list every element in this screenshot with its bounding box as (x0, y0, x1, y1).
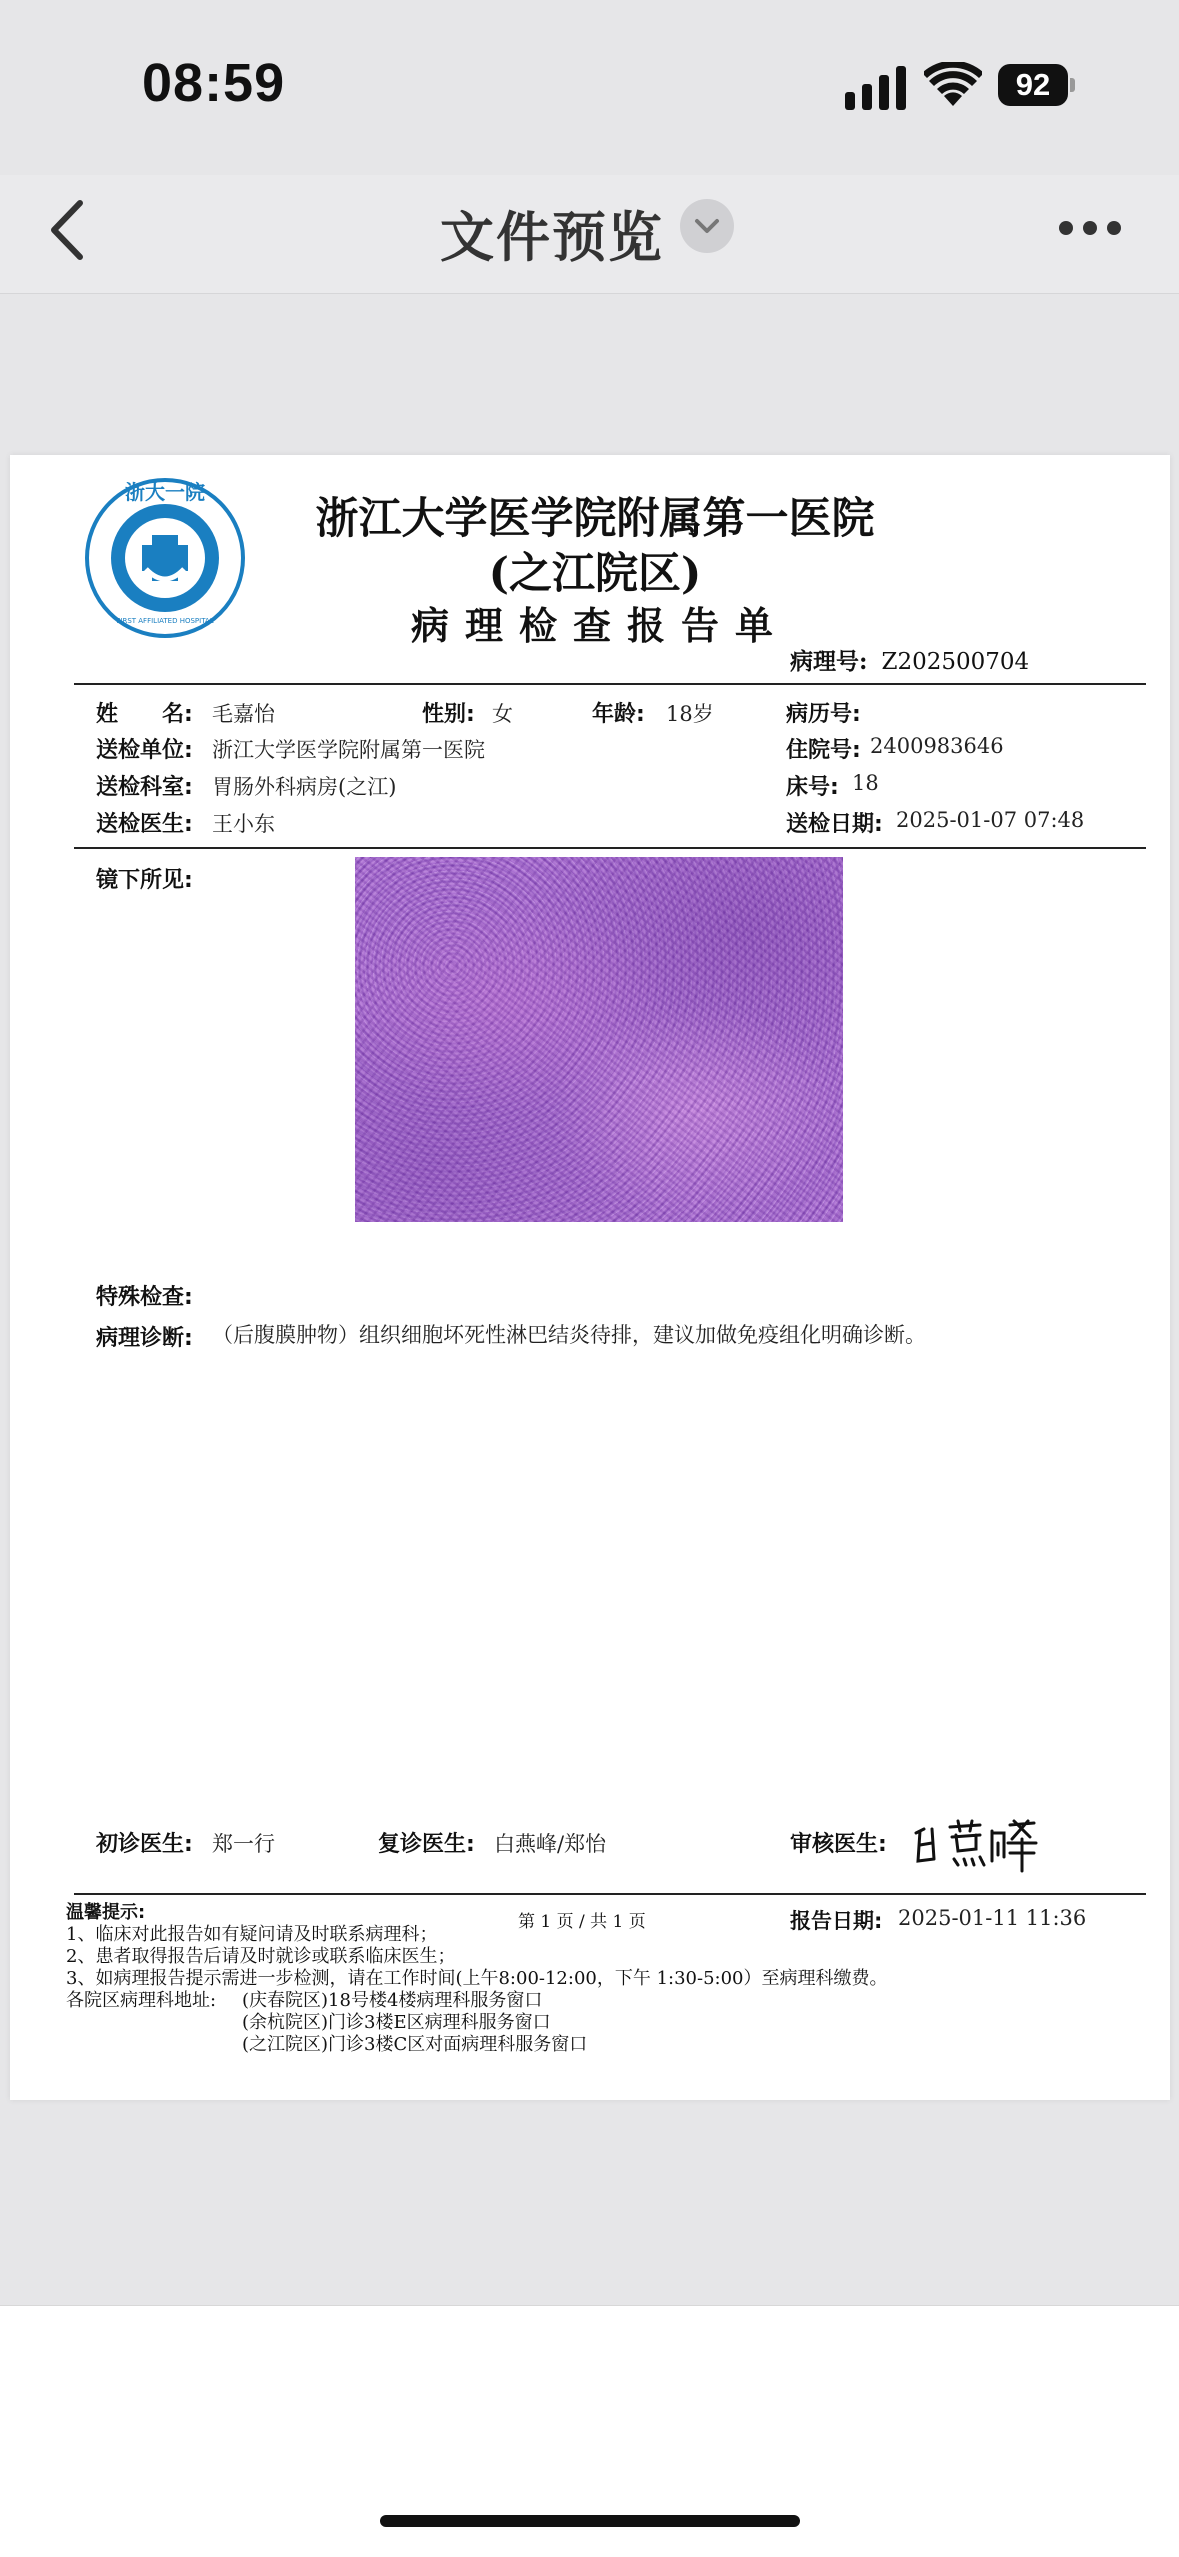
page-title: 文件预览 (440, 206, 664, 269)
tip-3: 3、如病理报告提示需进一步检测，请在工作时间(上午8:00-12:00，下午 1:30-5:00）至病理科缴费。 (66, 1968, 888, 1989)
svg-text:FIRST AFFILIATED HOSPITAL: FIRST AFFILIATED HOSPITAL (116, 617, 214, 625)
microscopy-label: 镜下所见: (96, 868, 193, 893)
diagnosis-value: （后腹膜肿物）组织细胞坏死性淋巴结炎待排，建议加做免疫组化明确诊断。 (212, 1323, 926, 1347)
campus-name: (之江院区) (488, 549, 702, 599)
svg-text:1947: 1947 (154, 524, 176, 533)
name-label: 姓 名: (96, 702, 193, 727)
address-1: (庆春院区)18号楼4楼病理科服务窗口 (242, 1990, 543, 2011)
address-2: (余杭院区)门诊3楼E区病理科服务窗口 (242, 2012, 551, 2033)
status-time: 08:59 (142, 53, 286, 113)
audit-signature (910, 1815, 1040, 1875)
battery-icon (998, 64, 1074, 108)
audit-doctor-label: 审核医生: (790, 1832, 887, 1857)
dept-value: 胃肠外科病房(之江) (212, 775, 397, 799)
pathology-number (790, 643, 1029, 676)
gender-label: 性别: (422, 702, 475, 727)
tips-title: 温馨提示: (66, 1902, 146, 1923)
diagnosis-label: 病理诊断: (96, 1326, 193, 1351)
address-label: 各院区病理科地址: (66, 1990, 217, 2011)
date-label: 送检日期: (786, 812, 883, 837)
report-date-value: 2025-01-11 11:36 (898, 1906, 1087, 1930)
review-doctor-label: 复诊医生: (378, 1832, 475, 1857)
dept-label: 送检科室: (96, 775, 193, 800)
more-options-button[interactable] (1058, 215, 1122, 241)
title-dropdown-button[interactable] (680, 199, 734, 253)
battery-level: 92 (998, 64, 1068, 106)
back-button[interactable] (40, 195, 100, 265)
hospital-name: 浙江大学医学院附属第一医院 (315, 494, 875, 544)
admission-no-value: 2400983646 (870, 734, 1004, 758)
gender-value: 女 (492, 702, 513, 726)
bed-label: 床号: (786, 775, 839, 800)
tip-1: 1、临床对此报告如有疑问请及时联系病理科； (66, 1924, 438, 1945)
bed-value: 18 (852, 771, 879, 795)
divider (74, 683, 1146, 685)
pathology-number-label: 病理号: (790, 648, 868, 675)
date-value: 2025-01-07 07:48 (896, 808, 1085, 832)
doctor-value: 王小东 (212, 812, 275, 836)
age-label: 年龄: (592, 702, 645, 727)
report-date-label: 报告日期: (790, 1909, 883, 1933)
review-doctor-value: 白燕峰/郑怡 (494, 1832, 607, 1856)
wifi-icon (924, 62, 982, 108)
special-exam-label: 特殊检查: (96, 1285, 193, 1310)
unit-value: 浙江大学医学院附属第一医院 (212, 738, 485, 762)
report-title: 病理检查报告单 (410, 603, 789, 648)
unit-label: 送检单位: (96, 738, 193, 763)
address-3: (之江院区)门诊3楼C区对面病理科服务窗口 (242, 2034, 588, 2055)
nav-bar (0, 175, 1179, 294)
home-indicator[interactable] (380, 2515, 800, 2527)
record-no-label: 病历号: (786, 702, 861, 727)
divider (74, 1893, 1146, 1895)
microscopy-image (355, 857, 843, 1222)
cellular-signal-icon (845, 66, 907, 110)
tip-2: 2、患者取得报告后请及时就诊或联系临床医生； (66, 1946, 456, 1967)
name-value: 毛嘉怡 (212, 702, 275, 726)
svg-text:浙大一院: 浙大一院 (125, 480, 205, 504)
chevron-down-icon (693, 215, 721, 237)
divider (74, 847, 1146, 849)
initial-doctor-value: 郑一行 (212, 1832, 275, 1856)
status-bar (0, 0, 1179, 175)
page-info: 第 1 页 / 共 1 页 (518, 1912, 646, 1932)
admission-no-label: 住院号: (786, 738, 861, 763)
initial-doctor-label: 初诊医生: (96, 1832, 193, 1857)
pathology-number-value: Z202500704 (881, 649, 1030, 675)
document-preview[interactable] (10, 455, 1170, 2100)
doctor-label: 送检医生: (96, 812, 193, 837)
age-value: 18岁 (666, 702, 714, 726)
